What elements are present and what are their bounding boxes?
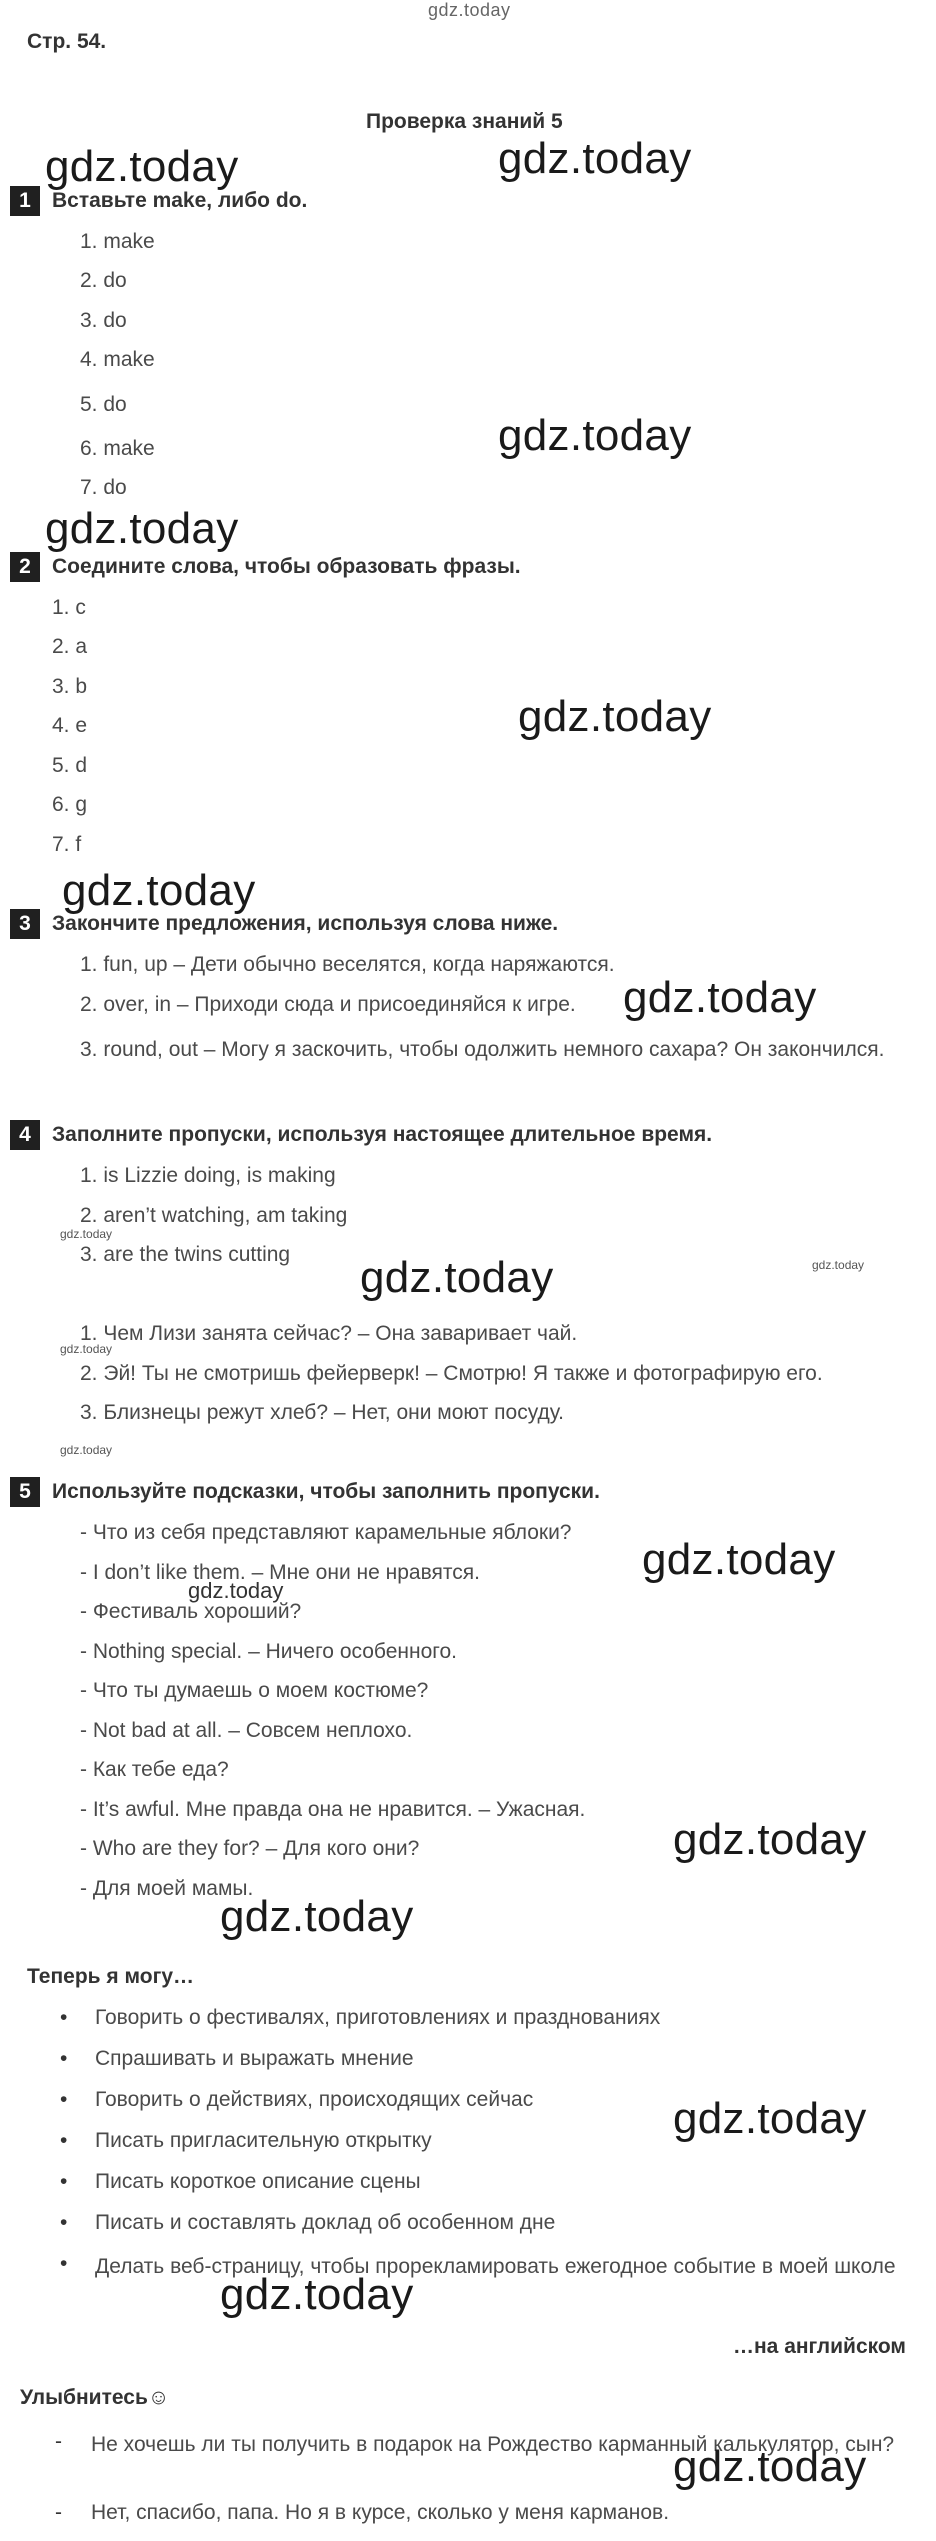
- can-do-title: Теперь я могу…: [27, 1965, 194, 1988]
- section-3-item: 3. round, out – Могу я заскочить, чтобы одолжить немного сахара? Он закончился.: [80, 1038, 885, 1061]
- section-1-number: 1: [10, 186, 40, 216]
- can-do-item: Говорить о действиях, происходящих сейчас: [95, 2088, 534, 2111]
- can-do-item: Делать веб-страницу, чтобы прорекламировать ежегодное событие в моей школе: [95, 2255, 896, 2278]
- bullet-icon: •: [60, 2129, 68, 2152]
- dash-marker: -: [55, 2501, 62, 2524]
- section-2-item: 6. g: [52, 793, 88, 816]
- section-4-translation: 2. Эй! Ты не смотришь фейерверк! – Смотрю! Я также и фотографирую его.: [80, 1362, 823, 1385]
- watermark-text: gdz.today: [60, 1443, 113, 1457]
- bullet-icon: •: [60, 2088, 68, 2111]
- section-5-line: - Nothing special. – Ничего особенного.: [80, 1640, 457, 1663]
- section-5-line: - Что из себя представляют карамельные яблоки?: [80, 1521, 572, 1544]
- section-5-title: Используйте подсказки, чтобы заполнить пропуски.: [52, 1480, 600, 1503]
- can-do-item: Писать короткое описание сцены: [95, 2170, 421, 2193]
- section-5-line: - I don’t like them. – Мне они не нравятся.: [80, 1561, 480, 1584]
- watermark-text: gdz.today: [498, 411, 692, 460]
- watermark-text: gdz.today: [812, 1258, 865, 1272]
- section-4-item: 1. is Lizzie doing, is making: [80, 1164, 336, 1187]
- section-1-item: 2. do: [80, 269, 127, 292]
- joke-line: Нет, спасибо, папа. Но я в курсе, сколько у меня карманов.: [91, 2501, 670, 2524]
- section-4-title: Заполните пропуски, используя настоящее длительное время.: [52, 1123, 713, 1146]
- section-5-line: - Как тебе еда?: [80, 1758, 229, 1781]
- section-4-item: 3. are the twins cutting: [80, 1243, 291, 1266]
- dash-marker: -: [55, 2430, 62, 2453]
- bullet-icon: •: [60, 2211, 68, 2234]
- watermark-text: gdz.today: [518, 692, 712, 741]
- section-5-line: - It’s awful. Мне правда она не нравится. – Ужасная.: [80, 1798, 586, 1821]
- can-do-item: Писать пригласительную открытку: [95, 2129, 432, 2152]
- joke-line: Не хочешь ли ты получить в подарок на Рождество карманный калькулятор, сын?: [91, 2433, 895, 2456]
- watermark-text: gdz.today: [220, 1892, 414, 1941]
- section-3-title: Закончите предложения, используя слова ниже.: [52, 912, 559, 935]
- watermark-text: gdz.today: [360, 1253, 554, 1302]
- section-5-line: - Фестиваль хороший?: [80, 1600, 302, 1623]
- watermark-text: gdz.today: [62, 866, 256, 915]
- section-5-line: - Для моей мамы.: [80, 1877, 254, 1900]
- section-4-number: 4: [10, 1120, 40, 1150]
- watermark-text: gdz.today: [642, 1535, 836, 1584]
- section-4-translation: 3. Близнецы режут хлеб? – Нет, они моют посуду.: [80, 1401, 564, 1424]
- bullet-icon: •: [60, 2170, 68, 2193]
- section-4-translation: 1. Чем Лизи занята сейчас? – Она заваривает чай.: [80, 1322, 578, 1345]
- section-5-line: - Who are they for? – Для кого они?: [80, 1837, 420, 1860]
- section-4-item: 2. aren’t watching, am taking: [80, 1204, 348, 1227]
- section-5-number: 5: [10, 1477, 40, 1507]
- watermark-text: gdz.today: [673, 1815, 867, 1864]
- can-do-item: Писать и составлять доклад об особенном дне: [95, 2211, 556, 2234]
- section-3-number: 3: [10, 909, 40, 939]
- smile-title: Улыбнитесь☺: [20, 2386, 170, 2409]
- section-1-title: Вставьте make, либо do.: [52, 189, 308, 212]
- section-2-item: 7. f: [52, 833, 82, 856]
- section-5-line: - Not bad at all. – Совсем неплохо.: [80, 1719, 413, 1742]
- page-title: Проверка знаний 5: [366, 110, 563, 133]
- section-2-item: 3. b: [52, 675, 88, 698]
- watermark-text: gdz.today: [45, 142, 239, 191]
- watermark-text: gdz.today: [498, 134, 692, 183]
- watermark-text: gdz.today: [220, 2270, 414, 2319]
- section-1-item: 5. do: [80, 393, 127, 416]
- section-1-item: 6. make: [80, 437, 155, 460]
- section-3-item: 1. fun, up – Дети обычно веселятся, когда наряжаются.: [80, 953, 615, 976]
- section-1-item: 7. do: [80, 476, 127, 499]
- watermark-text: gdz.today: [60, 1342, 113, 1356]
- watermark-text: gdz.today: [188, 1578, 284, 1603]
- section-2-number: 2: [10, 552, 40, 582]
- section-5-line: - Что ты думаешь о моем костюме?: [80, 1679, 429, 1702]
- section-1-item: 1. make: [80, 230, 155, 253]
- watermark-text: gdz.today: [45, 504, 239, 553]
- bullet-icon: •: [60, 2006, 68, 2029]
- section-2-item: 4. e: [52, 714, 88, 737]
- can-do-footer: …на английском: [733, 2335, 906, 2358]
- watermark-text: gdz.today: [673, 2094, 867, 2143]
- watermark-text: gdz.today: [673, 2442, 867, 2491]
- can-do-item: Говорить о фестивалях, приготовлениях и празднованиях: [95, 2006, 661, 2029]
- top-watermark: gdz.today: [428, 0, 511, 20]
- bullet-icon: •: [60, 2252, 68, 2275]
- page-label: Стр. 54.: [27, 30, 107, 53]
- section-2-title: Соедините слова, чтобы образовать фразы.: [52, 555, 521, 578]
- watermark-text: gdz.today: [60, 1227, 113, 1241]
- section-1-item: 3. do: [80, 309, 127, 332]
- section-1-item: 4. make: [80, 348, 155, 371]
- bullet-icon: •: [60, 2047, 68, 2070]
- watermark-text: gdz.today: [623, 973, 817, 1022]
- section-2-item: 2. a: [52, 635, 88, 658]
- section-3-item: 2. over, in – Приходи сюда и присоединяйся к игре.: [80, 993, 576, 1016]
- section-2-item: 5. d: [52, 754, 88, 777]
- section-2-item: 1. c: [52, 596, 86, 619]
- can-do-item: Спрашивать и выражать мнение: [95, 2047, 414, 2070]
